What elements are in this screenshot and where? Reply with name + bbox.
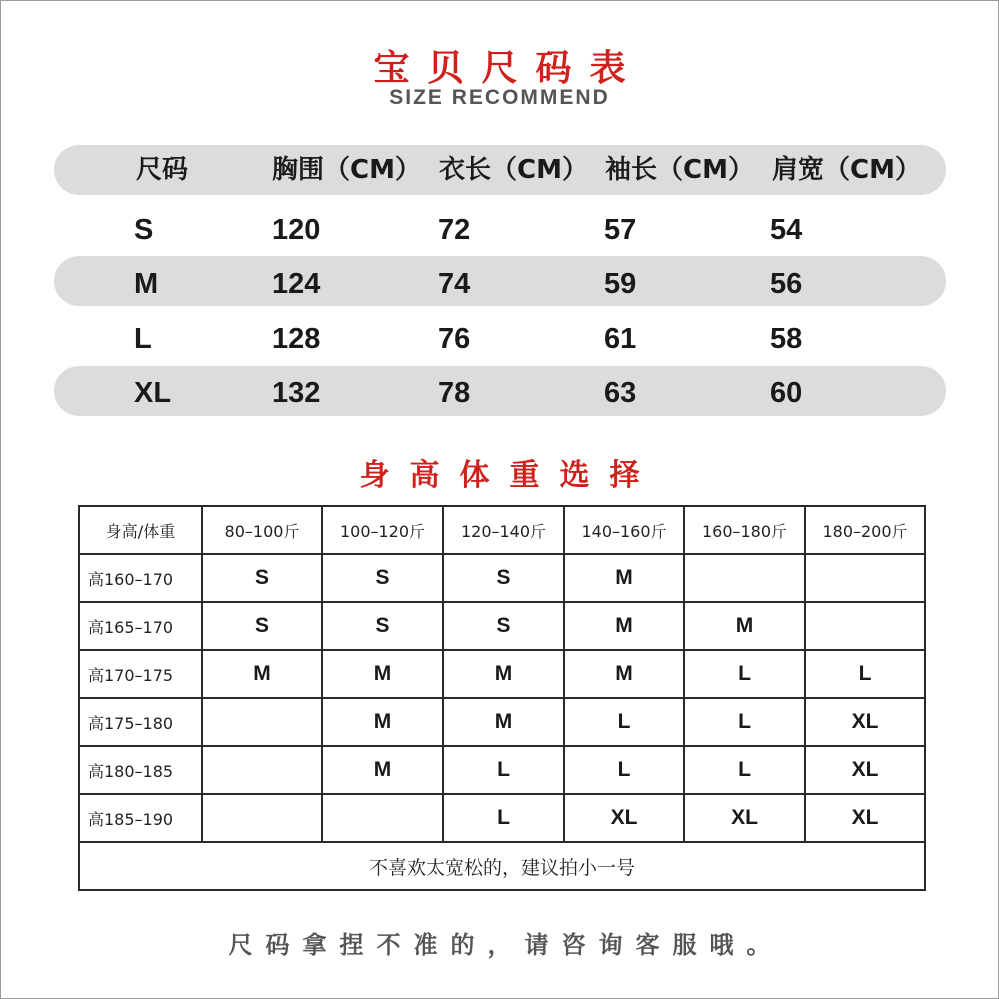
note-text: 不喜欢太宽松的，建议拍小一号 [79,842,925,890]
page-title: 宝贝尺码表 [373,48,644,89]
header-cell: 肩宽（CM） [772,155,921,185]
size-table-header [54,145,946,195]
height-weight-table [78,505,926,891]
size-cell: 60 [770,377,803,409]
table-cell: M [564,650,684,698]
table-row [79,602,925,650]
table-cell: M [684,602,805,650]
size-cell: 128 [272,323,321,355]
size-cell: 120 [272,214,321,246]
row-label: 高175–180 [79,698,202,746]
table-cell: L [684,746,805,794]
table-cell: XL [564,794,684,842]
size-cell: 61 [604,323,637,355]
size-table-row [54,368,946,418]
table-cell: M [322,650,443,698]
table-cell: XL [805,698,925,746]
size-cell: S [134,214,154,246]
header-cell: 120–140斤 [443,506,564,554]
size-cell: 54 [770,214,803,246]
table-cell: L [564,746,684,794]
size-table-row [54,314,946,364]
footer-text: 尺码拿捏不准的，请咨询客服哦。 [228,931,784,959]
size-cell: L [134,323,152,355]
table-cell: L [443,794,564,842]
table-cell: S [202,554,322,602]
size-cell: 72 [438,214,471,246]
row-label: 高165–170 [79,602,202,650]
table-cell: L [564,698,684,746]
row-label: 高160–170 [79,554,202,602]
size-cell: 78 [438,377,471,409]
table-cell: XL [805,794,925,842]
header-cell: 衣长（CM） [439,155,588,185]
table-row [79,794,925,842]
header-cell: 80–100斤 [202,506,322,554]
header-cell: 100–120斤 [322,506,443,554]
table-row [79,650,925,698]
row-label: 高180–185 [79,746,202,794]
size-cell: XL [134,377,172,409]
table-cell: L [684,650,805,698]
header-cell: 140–160斤 [564,506,684,554]
table-cell [684,554,805,602]
size-cell: 57 [604,214,637,246]
table-cell: M [443,698,564,746]
table-cell: S [443,602,564,650]
page-subtitle: SIZE RECOMMEND [389,86,610,109]
table-cell: S [202,602,322,650]
section-title: 身高体重选择 [359,458,660,493]
table-cell: M [564,602,684,650]
table-cell [202,746,322,794]
header-cell: 160–180斤 [684,506,805,554]
table-cell: S [443,554,564,602]
header-cell: 胸围（CM） [272,155,421,185]
size-cell: 63 [604,377,637,409]
header-cell: 袖长（CM） [605,155,754,185]
table-cell: M [202,650,322,698]
note-row [79,842,925,890]
size-cell: 59 [604,268,637,300]
table-cell: L [443,746,564,794]
table-cell [805,554,925,602]
table-cell: M [564,554,684,602]
size-cell: M [134,268,159,300]
table-row [79,554,925,602]
table-cell: L [684,698,805,746]
table-cell [805,602,925,650]
table-cell: M [322,698,443,746]
size-table-row [54,259,946,309]
size-cell: 58 [770,323,803,355]
size-cell: 56 [770,268,803,300]
table-cell: S [322,554,443,602]
table-cell [202,698,322,746]
table-cell: L [805,650,925,698]
table-cell: M [443,650,564,698]
table-cell [202,794,322,842]
header-cell: 尺码 [136,155,189,185]
table-cell: S [322,602,443,650]
size-cell: 132 [272,377,321,409]
fit-table-header [79,506,925,554]
size-table-row [54,205,946,255]
size-cell: 124 [272,268,321,300]
table-row [79,698,925,746]
header-cell: 180–200斤 [805,506,925,554]
row-label: 高170–175 [79,650,202,698]
table-cell: XL [684,794,805,842]
table-cell [322,794,443,842]
size-cell: 76 [438,323,471,355]
table-cell: M [322,746,443,794]
table-row [79,746,925,794]
row-label: 高185–190 [79,794,202,842]
table-cell: XL [805,746,925,794]
header-cell: 身高/体重 [79,506,202,554]
size-cell: 74 [438,268,471,300]
